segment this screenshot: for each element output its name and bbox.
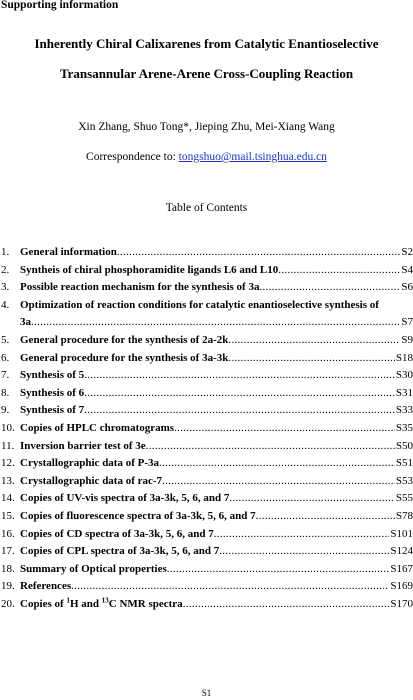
toc-page: S7: [401, 316, 413, 329]
toc-label: References: [20, 580, 72, 593]
toc-entry[interactable]: [1, 350, 413, 368]
paper-title-line-1: Inherently Chiral Calixarenes from Catalytic Enantioselective: [34, 36, 379, 51]
toc-label: Crystallographic data of rac-7: [20, 474, 163, 487]
toc-number: 18.: [1, 562, 15, 575]
toc-leader: [278, 262, 400, 280]
toc-page: S18: [395, 351, 413, 364]
toc-leader: [228, 332, 400, 350]
toc-number: 12.: [1, 457, 15, 470]
toc-page: S169: [390, 580, 413, 593]
toc-leader: [71, 578, 389, 596]
toc-page: S2: [401, 246, 413, 258]
toc-leader: [183, 596, 390, 614]
toc-number: 20.: [1, 597, 15, 610]
toc-label: Copies of HPLC chromatograms: [20, 421, 175, 434]
toc-page: S31: [395, 386, 413, 399]
toc-entry[interactable]: [1, 596, 413, 614]
toc-page: S124: [390, 545, 413, 558]
toc-number: 11.: [1, 439, 15, 452]
toc-label: Synthesis of 7: [20, 404, 85, 417]
toc-leader: [167, 561, 390, 579]
toc-number: 3.: [1, 281, 10, 294]
toc-entry[interactable]: [1, 332, 413, 350]
correspondence-label: Correspondence to:: [86, 151, 179, 163]
toc-number: 1.: [1, 246, 10, 258]
toc-page: S170: [390, 597, 413, 610]
toc-page: S55: [395, 492, 413, 505]
toc-page: S4: [401, 263, 413, 276]
toc-leader: [84, 402, 395, 420]
toc-heading: Table of Contents: [165, 202, 248, 214]
toc-page: S35: [395, 421, 413, 434]
toc-leader: [84, 385, 395, 403]
toc-entry[interactable]: [1, 402, 413, 420]
correspondence-email-link[interactable]: tongshuo@mail.tsinghua.edu.cn: [178, 151, 327, 163]
toc-leader: [259, 279, 400, 297]
toc-label: Synthesis of 6: [20, 386, 85, 399]
toc-label: Copies of UV-vis spectra of 3a-3k, 5, 6, and 7: [20, 492, 230, 505]
toc-entry[interactable]: [1, 455, 413, 473]
toc-entry[interactable]: [1, 297, 413, 332]
toc-leader: [219, 543, 389, 561]
toc-entry[interactable]: [1, 578, 413, 596]
toc-leader: [84, 367, 395, 385]
page-number: S1: [201, 688, 212, 698]
toc-number: 14.: [1, 492, 15, 505]
toc-number: 5.: [1, 333, 10, 346]
header-label: Supporting information: [1, 0, 119, 11]
authors: Xin Zhang, Shuo Tong*, Jieping Zhu, Mei-Xiang Wang: [78, 121, 335, 133]
toc-page: S33: [395, 404, 413, 417]
toc-label: Summary of Optical properties: [20, 562, 167, 575]
toc-page: S101: [390, 527, 413, 540]
toc-entry[interactable]: [1, 543, 413, 561]
toc-entry[interactable]: [1, 526, 413, 544]
toc-label: Crystallographic data of P-3a: [20, 457, 160, 470]
toc-leader: [229, 490, 394, 508]
toc-leader: [117, 244, 401, 262]
toc-label-continued: 3a: [20, 316, 31, 329]
toc-label: General information: [20, 246, 117, 258]
toc-entry[interactable]: [1, 561, 413, 579]
toc-number: 4.: [1, 298, 10, 311]
toc-label: Copies of fluorescence spectra of 3a-3k, 5, 6, and 7: [20, 509, 256, 522]
toc-number: 15.: [1, 509, 15, 522]
toc-number: 6.: [1, 351, 10, 364]
toc-page: S30: [395, 369, 413, 382]
toc-label: Inversion barrier test of 3e: [20, 439, 146, 452]
toc-label: Optimization of reaction conditions for catalytic enantioselective synthesis of: [20, 298, 379, 311]
toc-number: 9.: [1, 404, 10, 417]
toc-leader: [228, 350, 394, 368]
toc-page: S78: [395, 509, 413, 522]
toc-label: Possible reaction mechanism for the synthesis of 3a: [20, 281, 260, 294]
toc-number: 13.: [1, 474, 15, 487]
toc-entry[interactable]: [1, 385, 413, 403]
toc-leader: [146, 438, 395, 456]
toc-entry[interactable]: [1, 244, 413, 262]
toc-page: S50: [395, 439, 413, 452]
toc-entry[interactable]: [1, 367, 413, 385]
toc-label: Synthesis of 5: [20, 369, 85, 382]
toc-entry[interactable]: [1, 279, 413, 297]
toc-leader: [256, 508, 395, 526]
toc-entry[interactable]: [1, 473, 413, 491]
toc-number: 2.: [1, 263, 10, 276]
toc-number: 19.: [1, 580, 15, 593]
toc-leader: [174, 420, 395, 438]
toc-entry[interactable]: [1, 420, 413, 438]
toc-leader: [159, 455, 395, 473]
correspondence: [0, 151, 413, 163]
paper-title-line-2: Transannular Arene-Arene Cross-Coupling Reaction: [59, 66, 354, 81]
toc-leader: [214, 526, 390, 544]
toc-number: 10.: [1, 421, 15, 434]
toc-page: S6: [401, 281, 413, 294]
toc-number: 8.: [1, 386, 10, 399]
toc-entry[interactable]: [1, 508, 413, 526]
toc-number: 16.: [1, 527, 15, 540]
toc-entry[interactable]: [1, 262, 413, 280]
toc-page: S53: [395, 474, 413, 487]
toc-label: General procedure for the synthesis of 3a-3k: [20, 351, 229, 364]
toc-label: General procedure for the synthesis of 2a-2k: [20, 333, 229, 346]
toc-label: Copies of CPL spectra of 3a-3k, 5, 6, and 7: [20, 545, 220, 558]
table-of-contents: [1, 244, 413, 613]
toc-entry[interactable]: [1, 490, 413, 508]
toc-leader: [31, 314, 400, 332]
toc-page: S9: [401, 333, 413, 346]
toc-leader: [162, 473, 395, 491]
toc-number: 17.: [1, 545, 15, 558]
toc-label: Copies of $^1$H and $^{13}$C NMR spectra: [20, 596, 183, 610]
toc-label: Copies of CD spectra of 3a-3k, 5, 6, and 7: [20, 527, 214, 540]
toc-page: S167: [390, 562, 413, 575]
toc-page: S51: [395, 457, 413, 470]
toc-entry[interactable]: [1, 438, 413, 456]
toc-number: 7.: [1, 369, 10, 382]
toc-label: Syntheis of chiral phosphoramidite ligands L6 and L10: [20, 263, 279, 276]
